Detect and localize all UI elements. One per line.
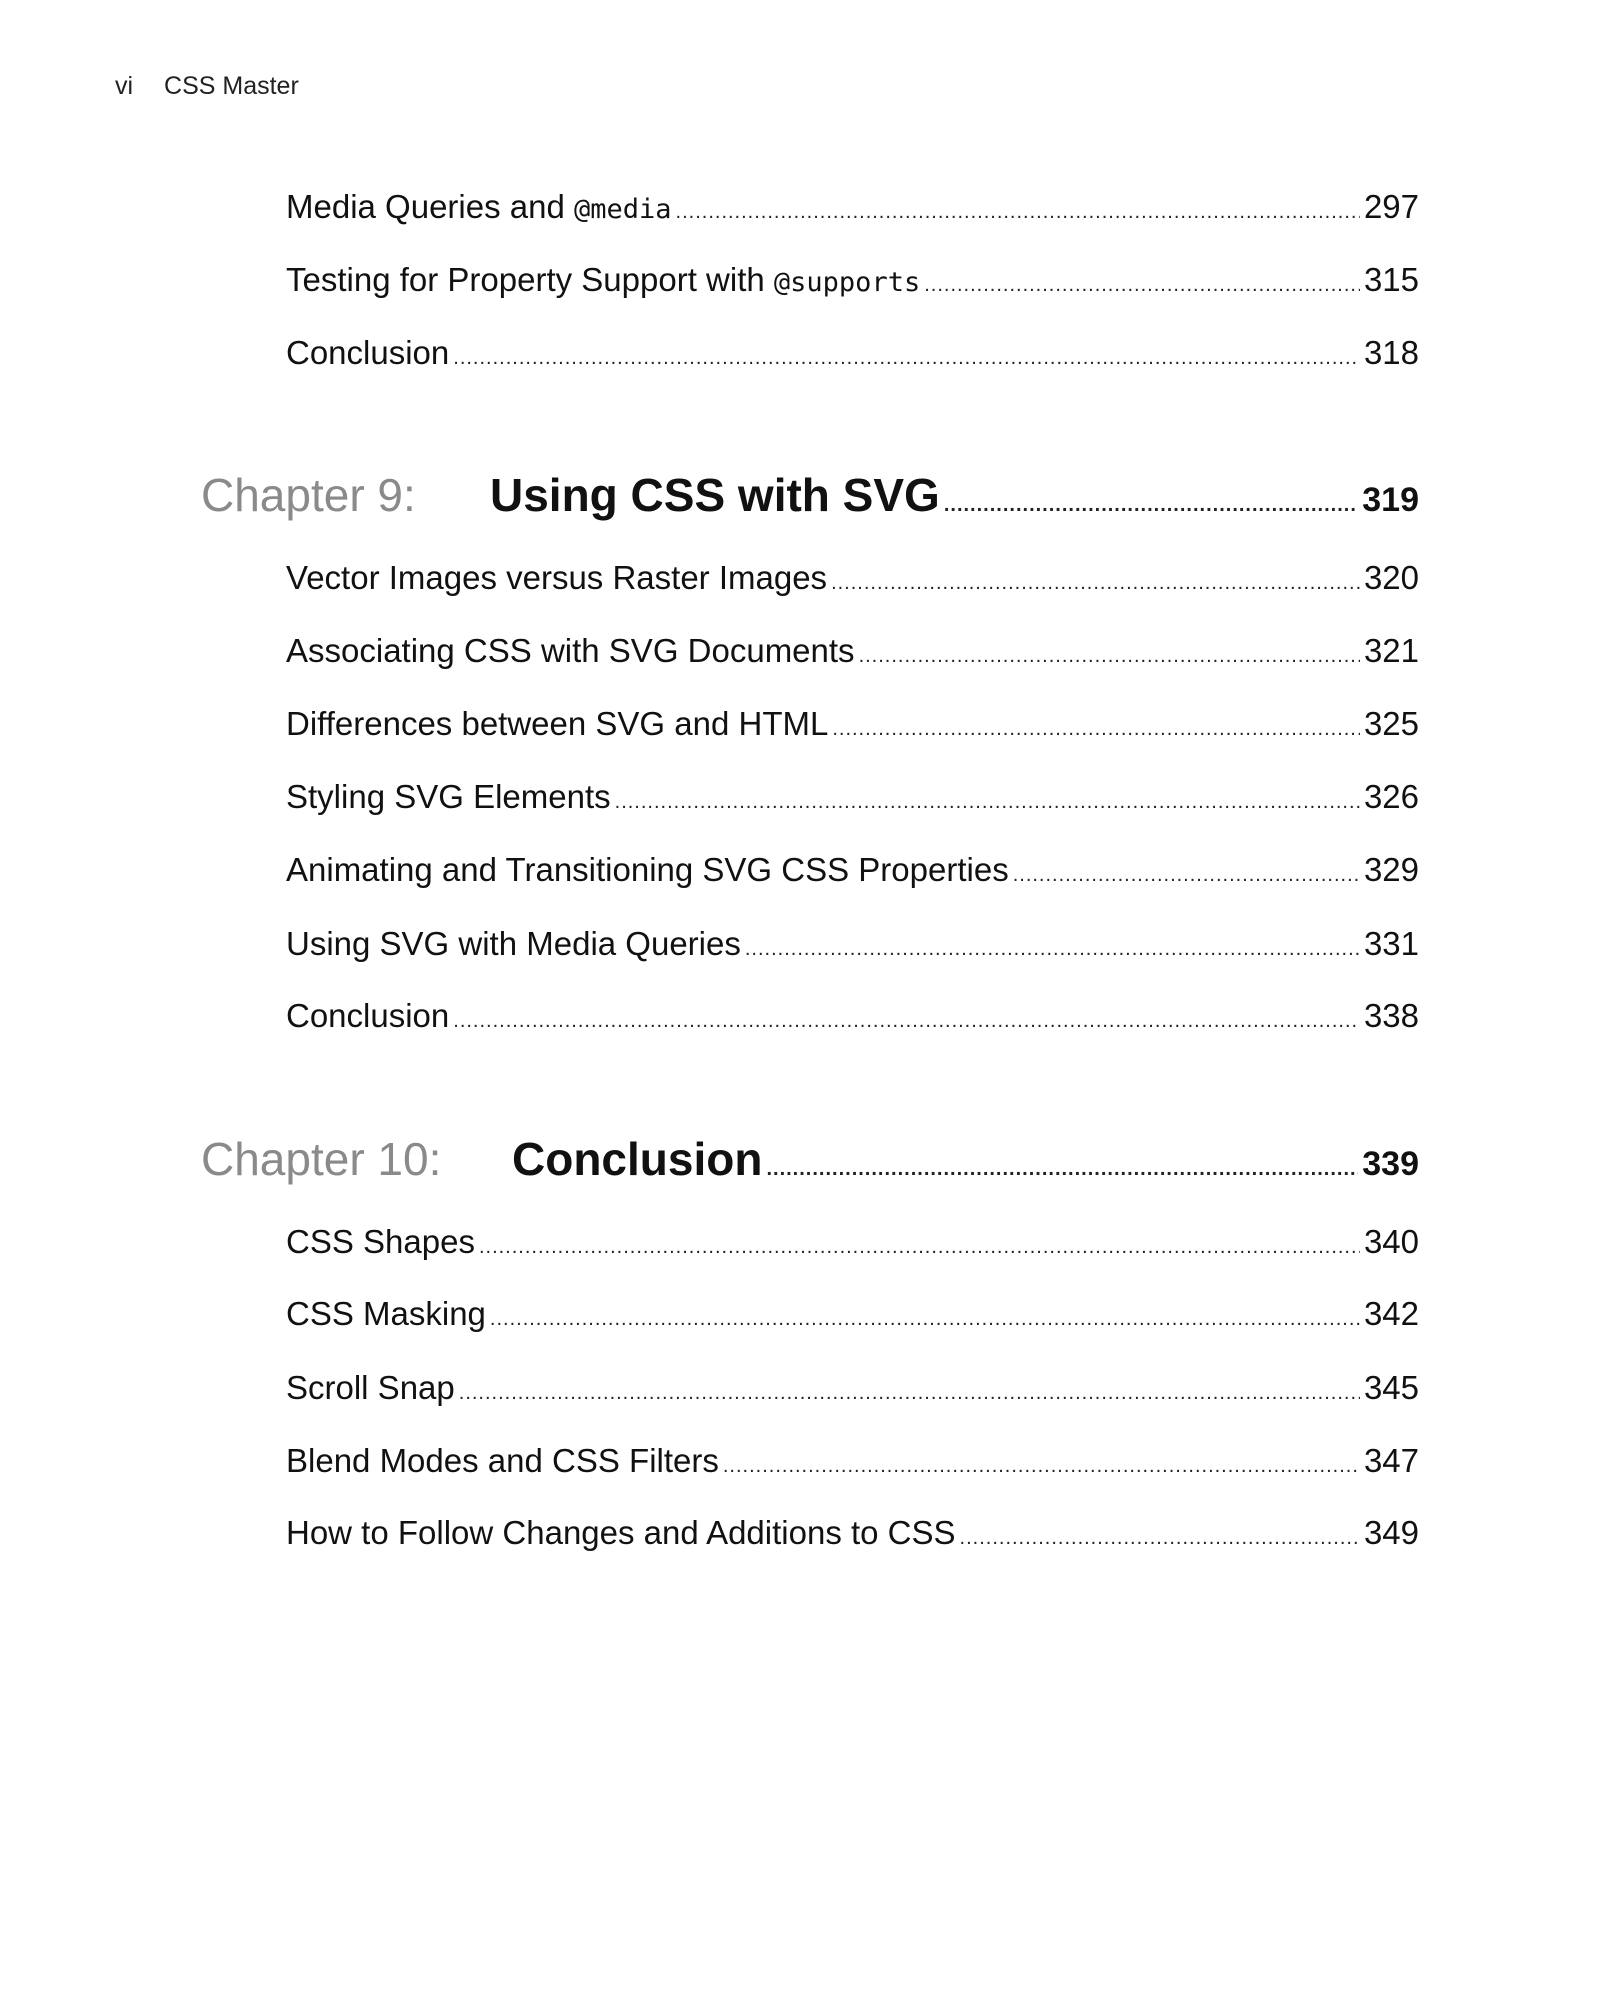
toc-entry[interactable] xyxy=(286,1223,1419,1271)
toc-entry[interactable] xyxy=(286,559,1419,607)
entry-code: @supports xyxy=(773,267,921,298)
entry-page: 340 xyxy=(1363,1223,1419,1260)
chapter-label: Chapter 10: xyxy=(201,1133,442,1185)
entry-title: CSS Masking xyxy=(286,1295,486,1332)
entry-title: Scroll Snap xyxy=(286,1369,455,1406)
entry-title: Media Queries and @media xyxy=(286,188,672,225)
leader-dots xyxy=(453,347,1360,370)
leader-dots xyxy=(479,1236,1360,1259)
entry-page: 342 xyxy=(1363,1295,1419,1332)
leader-dots xyxy=(676,201,1360,224)
entry-page: 338 xyxy=(1363,997,1419,1034)
leader-dots xyxy=(490,1308,1360,1331)
leader-dots xyxy=(831,572,1360,595)
entry-title: Using SVG with Media Queries xyxy=(286,925,741,962)
toc-entry[interactable] xyxy=(286,1442,1419,1490)
entry-page: 297 xyxy=(1363,188,1419,225)
entry-page: 347 xyxy=(1363,1442,1419,1479)
leader-dots xyxy=(459,1382,1360,1405)
entry-page: 315 xyxy=(1363,261,1419,298)
entry-page: 331 xyxy=(1363,925,1419,962)
leader-dots xyxy=(745,938,1360,961)
toc-entry[interactable] xyxy=(286,632,1419,680)
entry-page: 329 xyxy=(1363,851,1419,888)
toc-entry[interactable] xyxy=(286,1514,1419,1562)
toc-entry[interactable] xyxy=(286,925,1419,973)
entry-page: 345 xyxy=(1363,1369,1419,1406)
entry-title: Conclusion xyxy=(286,997,450,1034)
leader-dots xyxy=(924,274,1360,297)
entry-title: Associating CSS with SVG Documents xyxy=(286,632,855,669)
leader-dots xyxy=(615,791,1360,814)
toc-entry[interactable] xyxy=(286,188,1419,236)
book-title: CSS Master xyxy=(164,72,299,100)
entry-code: @media xyxy=(574,194,672,225)
page-number: vi xyxy=(115,72,134,100)
entry-title: Differences between SVG and HTML xyxy=(286,705,829,742)
entry-page: 349 xyxy=(1363,1514,1419,1551)
leader-dots xyxy=(832,718,1360,741)
entry-page: 321 xyxy=(1363,632,1419,669)
toc-entry[interactable] xyxy=(286,334,1419,382)
chapter-heading[interactable] xyxy=(201,468,1419,522)
toc-entry[interactable] xyxy=(286,997,1419,1045)
entry-page: 320 xyxy=(1363,559,1419,596)
entry-title: How to Follow Changes and Additions to CSS xyxy=(286,1514,956,1551)
toc-entry[interactable] xyxy=(286,1369,1419,1417)
chapter-title: Conclusion xyxy=(512,1133,763,1185)
leader-dots xyxy=(859,645,1360,668)
entry-title: Blend Modes and CSS Filters xyxy=(286,1442,719,1479)
entry-title: Vector Images versus Raster Images xyxy=(286,559,828,596)
chapter-label: Chapter 9: xyxy=(201,469,416,521)
leader-dots xyxy=(960,1527,1360,1550)
entry-title: Conclusion xyxy=(286,334,450,371)
chapter-page: 319 xyxy=(1362,481,1419,519)
chapter-title: Using CSS with SVG xyxy=(490,469,940,521)
entry-title: CSS Shapes xyxy=(286,1223,475,1260)
entry-title: Animating and Transitioning SVG CSS Properties xyxy=(286,851,1009,888)
entry-title: Testing for Property Support with @supports xyxy=(286,261,921,298)
chapter-page: 339 xyxy=(1362,1145,1419,1183)
leader-dots xyxy=(766,1158,1358,1181)
toc-entry[interactable] xyxy=(286,705,1419,753)
toc-entry[interactable] xyxy=(286,778,1419,826)
entry-title: Styling SVG Elements xyxy=(286,778,611,815)
entry-page: 325 xyxy=(1363,705,1419,742)
chapter-heading[interactable] xyxy=(201,1132,1419,1186)
running-header xyxy=(115,72,299,101)
entry-page: 318 xyxy=(1363,334,1419,371)
toc-entry[interactable] xyxy=(286,851,1419,899)
leader-dots xyxy=(723,1455,1360,1478)
leader-dots xyxy=(453,1010,1360,1033)
leader-dots xyxy=(944,494,1358,517)
entry-page: 326 xyxy=(1363,778,1419,815)
toc-entry[interactable] xyxy=(286,1295,1419,1343)
leader-dots xyxy=(1013,864,1360,887)
toc-entry[interactable] xyxy=(286,261,1419,309)
